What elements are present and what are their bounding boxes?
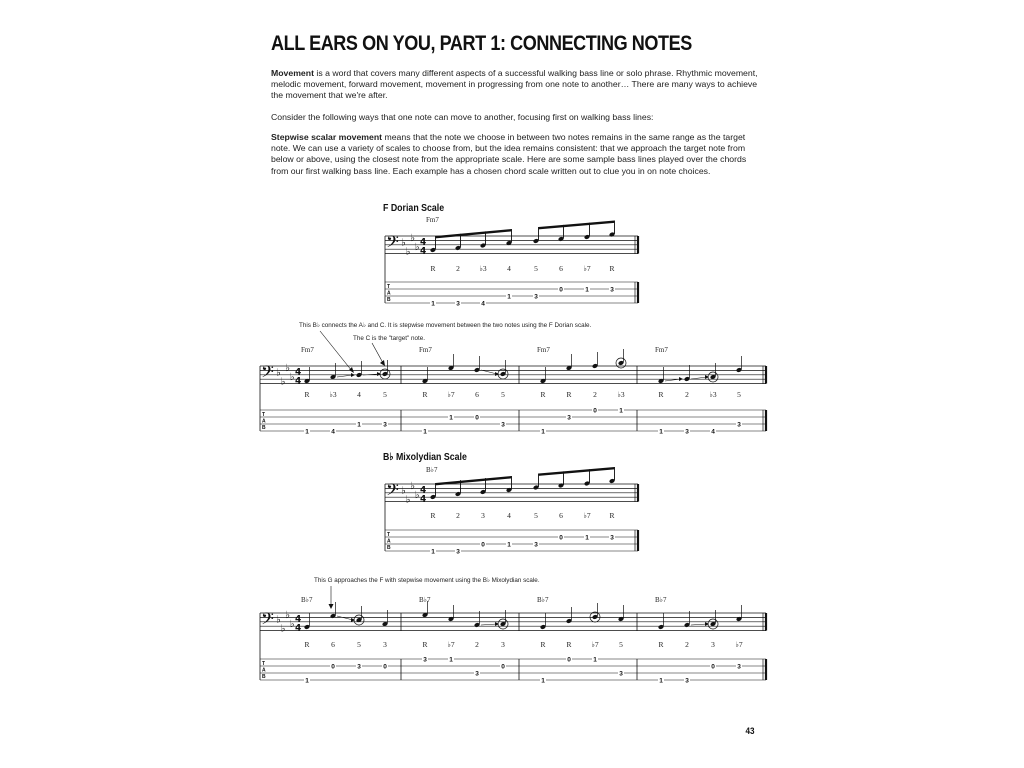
example1-degree: R [422, 390, 428, 399]
scale2-tab-fret: 1 [507, 541, 511, 549]
paragraph-stepwise-text: means that the note we choose in between two notes remains in the same range as the target note. We can use a variety of scales to choose from, but the idea remains consistent: that we approach the target note from below or above, using the closest note from the appropriate scale. Here are some sample bass lines played over the chords from our first walking bass line. Each example has a chosen chord scale written out to clue you in on note choices. [271, 132, 747, 176]
example2-flat: ♭ [289, 619, 295, 630]
example1-degree: 5 [383, 390, 387, 399]
example1-tab-fret: 3 [567, 414, 571, 422]
example1-degree: ♭3 [709, 390, 717, 399]
page-title: ALL EARS ON YOU, PART 1: CONNECTING NOTES [271, 32, 692, 55]
scale2-degree: ♭7 [583, 511, 591, 520]
example1-tab-label-t: T [262, 412, 266, 418]
example1-degree: 2 [593, 390, 597, 399]
annotation-arrowhead-3 [329, 604, 334, 609]
example1-tab-fret: 1 [619, 407, 623, 415]
scale2-degree: 5 [534, 511, 538, 520]
scale1-flat: ♭ [410, 233, 415, 245]
scale2-tab-fret: 3 [534, 541, 538, 549]
example2-tab-fret: 1 [593, 656, 597, 664]
scale1-time-bottom: 4 [420, 246, 427, 257]
example1-flat: ♭ [276, 367, 281, 379]
example1-tab-fret: 0 [475, 414, 479, 422]
scale2-chord: B♭7 [426, 466, 438, 474]
example1-tab-fret: 1 [659, 428, 663, 436]
example1-bass-clef: 𝄢 [261, 361, 274, 386]
example1-degree: R [540, 390, 546, 399]
annotation-target-note: The C is the "target" note. [353, 335, 426, 342]
example1-tab-fret: 1 [357, 421, 361, 429]
example2-tab-fret: 3 [357, 663, 361, 671]
example2-degree: R [566, 640, 572, 649]
scale1-flat: ♭ [405, 246, 411, 258]
example1-tab-fret: 0 [593, 407, 597, 415]
example2-flat: ♭ [276, 614, 281, 626]
scale1-tab-label-b: B [387, 297, 391, 303]
example2-degree: 2 [685, 640, 689, 649]
scale2-degree: R [609, 511, 615, 520]
scale2-tab-fret: 1 [585, 534, 589, 542]
scale1-degree: 4 [507, 264, 511, 273]
example1-arrowhead [679, 377, 683, 381]
example1-time-top: 4 [295, 367, 302, 378]
example1-degree: R [304, 390, 310, 399]
scale1-tab-fret: 4 [481, 300, 485, 308]
annotation-leader-1 [320, 331, 352, 371]
example2-degree: R [540, 640, 546, 649]
scale2-flat: ♭ [405, 494, 411, 506]
example1-tab-label-b: B [262, 425, 266, 431]
example2-degree: R [422, 640, 428, 649]
scale2-degree: 3 [481, 511, 485, 520]
example2-degree: 5 [619, 640, 623, 649]
example2-time-bottom: 4 [295, 623, 302, 634]
scale1-tab-fret: 3 [610, 286, 614, 294]
example2-tab-fret: 1 [305, 677, 309, 685]
example2-degree: R [304, 640, 310, 649]
example1-degree: ♭3 [329, 390, 337, 399]
scale2-tab-fret: 3 [610, 534, 614, 542]
example2-tab-fret: 3 [737, 663, 741, 671]
example2-arrow [337, 616, 353, 620]
scale1-beam [436, 229, 512, 238]
example2-degree: ♭7 [591, 640, 599, 649]
example1-degree: ♭7 [447, 390, 455, 399]
scale2-beam [539, 467, 615, 476]
example1-tab-fret: 3 [383, 421, 387, 429]
scale2-degree: 6 [559, 511, 563, 520]
example1-degree: R [566, 390, 572, 399]
example2-time-top: 4 [295, 614, 302, 625]
example2-chord: B♭7 [419, 596, 431, 604]
example1-degree: 5 [501, 390, 505, 399]
example2-tab-fret: 0 [501, 663, 505, 671]
example2-degree: 2 [475, 640, 479, 649]
page-number: 43 [745, 726, 755, 736]
scale1-bass-clef: 𝄢 [386, 231, 399, 256]
example1-chord: Fm7 [301, 346, 314, 354]
paragraph-movement-text: is a word that covers many different aspects of a successful walking bass line or solo phrase. Rhythmic movement, melodic movement, forward movement, movement in progressing from one note to another… There are many ways to achieve the movement that we're after. [271, 68, 758, 101]
scale2-tab-fret: 0 [559, 534, 563, 542]
scale1-tab-fret: 3 [534, 293, 538, 301]
example2-tab-fret: 3 [619, 670, 623, 678]
scale1-tab-fret: 0 [559, 286, 563, 294]
annotation-bb-connects: This B♭ connects the A♭ and C. It is stepwise movement between the two notes using the F Dorian scale. [299, 322, 592, 329]
example2-tab-fret: 3 [685, 677, 689, 685]
example2-tab-fret: 0 [383, 663, 387, 671]
example2-degree: ♭7 [447, 640, 455, 649]
example1-tab-fret: 1 [305, 428, 309, 436]
example1-degree: 4 [357, 390, 361, 399]
example2-chord: B♭7 [301, 596, 313, 604]
example2-tab-label-a: A [262, 667, 266, 674]
example2-degree: 6 [331, 640, 335, 649]
term-stepwise: Stepwise scalar movement [271, 132, 383, 142]
example2-chord: B♭7 [655, 596, 667, 604]
example1-degree: ♭3 [617, 390, 625, 399]
example1-tab-fret: 3 [685, 428, 689, 436]
example1-tab-fret: 1 [541, 428, 545, 436]
scale2-flat: ♭ [414, 490, 420, 501]
scale2-tab-fret: 1 [431, 548, 435, 556]
example1-arrow [691, 377, 707, 379]
scale-title-bb-mixolydian: B♭ Mixolydian Scale [383, 452, 467, 463]
example2-arrow [481, 624, 497, 625]
scale2-degree: 2 [456, 511, 460, 520]
scale2-tab-fret: 0 [481, 541, 485, 549]
example2-flat: ♭ [280, 623, 286, 635]
scale1-tab-fret: 3 [456, 300, 460, 308]
scale2-tab-label-a: A [387, 538, 391, 545]
example2-tab-fret: 1 [449, 656, 453, 664]
example2-tab-fret: 0 [331, 663, 335, 671]
scale1-tab-label-t: T [387, 284, 391, 290]
example2-degree: 3 [383, 640, 387, 649]
example1-tab-fret: 4 [331, 428, 335, 436]
example2-degree: 3 [501, 640, 505, 649]
scale1-tab-fret: 1 [431, 300, 435, 308]
scale2-tab-label-t: T [387, 532, 391, 538]
example2-flat: ♭ [285, 610, 290, 622]
scale2-flat: ♭ [410, 481, 415, 493]
scale1-flat: ♭ [401, 237, 406, 249]
example1-tab-fret: 1 [423, 428, 427, 436]
scale1-degree: 6 [559, 264, 563, 273]
annotation-leader-2 [372, 343, 383, 363]
scale2-degree: R [430, 511, 436, 520]
scale1-degree: 2 [456, 264, 460, 273]
example2-bass-clef: 𝄢 [261, 608, 274, 633]
scale2-degree: 4 [507, 511, 511, 520]
example2-degree: ♭7 [735, 640, 743, 649]
term-movement: Movement [271, 68, 314, 78]
example1-chord: Fm7 [419, 346, 432, 354]
example1-arrow [337, 375, 353, 377]
example1-tab-fret: 4 [711, 428, 715, 436]
example1-tab-fret: 3 [501, 421, 505, 429]
example2-degree: 5 [357, 640, 361, 649]
example2-tab-fret: 3 [423, 656, 427, 664]
scale2-tab-fret: 3 [456, 548, 460, 556]
example2-tab-fret: 0 [711, 663, 715, 671]
example2-degree: 3 [711, 640, 715, 649]
scale1-tab-label-a: A [387, 290, 391, 297]
example2-tab-fret: 3 [475, 670, 479, 678]
scale1-degree: ♭7 [583, 264, 591, 273]
example1-arrowhead [351, 373, 355, 377]
example1-flat: ♭ [289, 372, 295, 383]
scale1-time-top: 4 [420, 237, 427, 248]
scale-title-f-dorian: F Dorian Scale [383, 203, 445, 214]
example1-flat: ♭ [285, 363, 290, 375]
annotation-arrowhead-2 [380, 360, 385, 366]
example2-tab-fret: 0 [567, 656, 571, 664]
scale2-bass-clef: 𝄢 [386, 479, 399, 504]
example1-chord: Fm7 [655, 346, 668, 354]
scale1-degree: ♭3 [479, 264, 487, 273]
example2-degree: R [658, 640, 664, 649]
example2-tab-fret: 1 [659, 677, 663, 685]
example1-tab-label-a: A [262, 418, 266, 425]
scale1-chord: Fm7 [426, 216, 439, 224]
scale2-flat: ♭ [401, 485, 406, 497]
example2-tab-fret: 1 [541, 677, 545, 685]
example1-degree: 6 [475, 390, 479, 399]
example1-tab-fret: 3 [737, 421, 741, 429]
scale1-degree: R [430, 264, 436, 273]
scale1-beam [539, 221, 615, 230]
scale1-tab-fret: 1 [507, 293, 511, 301]
example2-chord: B♭7 [537, 596, 549, 604]
paragraph-consider: Consider the following ways that one note can move to another, focusing first on walking bass lines: [271, 112, 654, 122]
annotation-g-approaches: This G approaches the F with stepwise movement using the B♭ Mixolydian scale. [314, 577, 540, 584]
scale1-degree: R [609, 264, 615, 273]
scale1-degree: 5 [534, 264, 538, 273]
scale2-tab-label-b: B [387, 545, 391, 551]
example1-degree: 2 [685, 390, 689, 399]
scale2-time-bottom: 4 [420, 494, 427, 505]
example1-time-bottom: 4 [295, 376, 302, 387]
example2-arrow [691, 624, 707, 625]
example1-flat: ♭ [280, 376, 286, 388]
example2-tab-label-b: B [262, 674, 266, 680]
scale1-tab-fret: 1 [585, 286, 589, 294]
example1-chord: Fm7 [537, 346, 550, 354]
example2-tab-label-t: T [262, 661, 266, 667]
example1-degree: R [658, 390, 664, 399]
scale2-time-top: 4 [420, 485, 427, 496]
example1-degree: 5 [737, 390, 741, 399]
scale1-flat: ♭ [414, 242, 420, 253]
example1-tab-fret: 1 [449, 414, 453, 422]
